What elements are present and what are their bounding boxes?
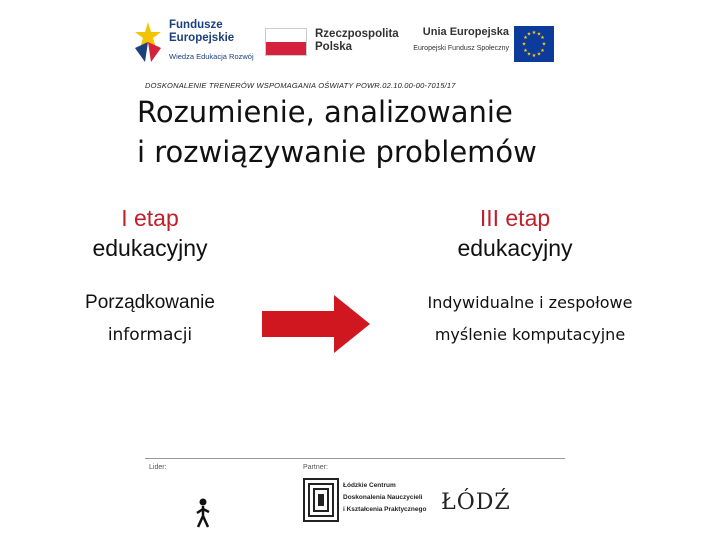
funds-europe-name xyxy=(169,19,234,45)
funds-europe-program: Wiedza Edukacja Rozwój xyxy=(169,52,254,61)
funds-europe-logo xyxy=(133,16,268,68)
leader-school-logo xyxy=(195,474,265,528)
leader-label: Lider: xyxy=(149,464,167,471)
stage-left-line2: edukacyjny xyxy=(92,235,208,261)
stage-left-heading xyxy=(50,203,250,263)
svg-text:★: ★ xyxy=(536,31,542,38)
poland-flag-icon xyxy=(265,28,307,56)
poland-name-line2: Polska xyxy=(315,41,353,53)
poland-logo xyxy=(265,22,399,64)
poland-name-line1: Rzeczpospolita xyxy=(315,28,399,40)
svg-text:★: ★ xyxy=(523,48,528,54)
funds-europe-name-line1: Fundusze xyxy=(169,19,223,31)
funds-europe-star-icon xyxy=(133,18,163,64)
svg-text:★: ★ xyxy=(536,51,542,58)
partner-label: Partner: xyxy=(303,464,328,471)
eu-fund-name: Europejski Fundusz Społeczny xyxy=(413,45,509,52)
topic-right-line2: myślenie komputacyjne xyxy=(434,325,626,344)
svg-text:★: ★ xyxy=(540,35,545,41)
project-code: DOSKONALENIE TRENERÓW WSPOMAGANIA OŚWIATY POWR.02.10.00-00-7015/17 xyxy=(145,81,456,90)
walking-figure-icon xyxy=(195,498,211,528)
topic-right xyxy=(395,287,665,351)
eu-logo xyxy=(413,24,563,64)
eu-name: Unia Europejska xyxy=(422,26,509,38)
partners-strip xyxy=(145,460,565,530)
topic-left-line2: informacji xyxy=(107,325,193,345)
svg-text:★: ★ xyxy=(521,41,527,48)
footer-divider xyxy=(145,458,565,459)
stage-right-line2: edukacyjny xyxy=(457,235,573,261)
poland-name xyxy=(315,28,399,54)
topic-left xyxy=(40,287,260,351)
svg-text:★: ★ xyxy=(531,30,537,36)
stage-right-line1: III etap xyxy=(479,205,551,231)
svg-text:★: ★ xyxy=(541,41,547,48)
lodz-city-logo: ŁÓDŹ xyxy=(441,490,511,515)
svg-text:★: ★ xyxy=(531,53,537,59)
svg-text:★: ★ xyxy=(526,31,532,38)
svg-text:★: ★ xyxy=(523,35,528,41)
ldnikp-logo-icon xyxy=(303,478,339,522)
slide-title-line1: Rozumienie, analizowanie xyxy=(137,95,513,129)
slide-title xyxy=(137,92,597,172)
topic-left-line1: Porządkowanie xyxy=(85,292,215,313)
slide-title-line2: i rozwiązywanie problemów xyxy=(137,135,537,169)
stage-left-line1: I etap xyxy=(121,205,179,231)
funds-europe-name-line2: Europejskie xyxy=(169,32,235,44)
topic-right-line1: Indywidualne i zespołowe xyxy=(427,293,633,312)
svg-text:★: ★ xyxy=(540,48,545,54)
partner-name-line3: i Kształcenia Praktycznego xyxy=(343,506,427,513)
svg-text:★: ★ xyxy=(526,51,532,58)
partner-name-line2: Doskonalenia Nauczycieli xyxy=(343,494,423,501)
partner-name xyxy=(343,480,426,516)
stage-right-heading xyxy=(400,203,630,263)
right-arrow-icon xyxy=(262,295,370,353)
eu-flag-icon xyxy=(514,26,554,62)
partner-name-line1: Łódzkie Centrum xyxy=(343,482,396,489)
